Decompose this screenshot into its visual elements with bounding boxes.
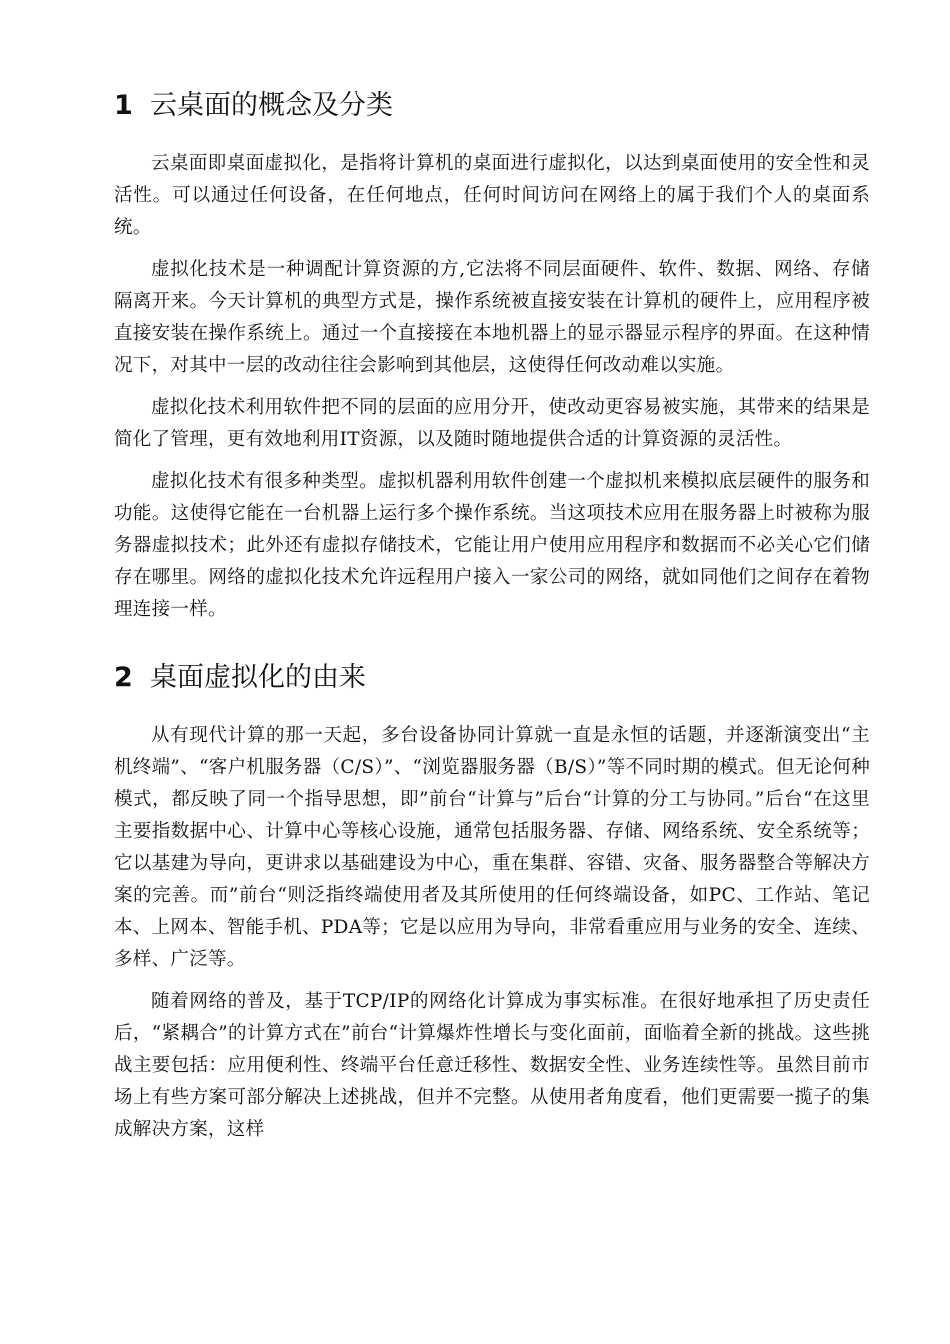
section-1 (114, 86, 870, 626)
section-2-number: 2 (114, 662, 133, 693)
section-1-paragraph-3: 虚拟化技术利用软件把不同的层面的应用分开，使改动更容易被实施，其带来的结果是简化了管理，更有效地利用IT资源，以及随时随地提供合适的计算资源的灵活性。 (114, 397, 870, 450)
section-1-paragraph-2: 虚拟化技术是一种调配计算资源的方,它法将不同层面硬件、软件、数据、网络、存储隔离开来。今天计算机的典型方式是，操作系统被直接安装在计算机的硬件上，应用程序被直接安装在操作系统上。通过一个直接接在本地机器上的显示器显示程序的界面。在这种情况下，对其中一层的改动往往会影响到其他层，这使得任何改动难以实施。 (114, 259, 870, 376)
section-1-title: 云桌面的概念及分类 (150, 90, 393, 121)
section-1-heading (114, 86, 870, 126)
section-2-paragraph-2: 随着网络的普及，基于TCP/IP的网络化计算成为事实标准。在很好地承担了历史责任后，“紧耦合”的计算方式在”前台“计算爆炸性增长与变化面前，面临着全新的挑战。这些挑战主要包括：应用便利性、终端平台任意迁移性、数据安全性、业务连续性等。虽然目前市场上有些方案可部分解决上述挑战，但并不完整。从使用者角度看，他们更需要一揽子的集成解决方案，这样 (114, 991, 870, 1140)
section-2-heading (114, 658, 870, 698)
section-1-paragraph-1: 云桌面即桌面虚拟化，是指将计算机的桌面进行虚拟化，以达到桌面使用的安全性和灵活性。可以通过任何设备，在任何地点，任何时间访问在网络上的属于我们个人的桌面系统。 (114, 153, 870, 238)
section-2-paragraph-1: 从有现代计算的那一天起，多台设备协同计算就一直是永恒的话题，并逐渐演变出“主机终端”、“客户机服务器（C/S）”、“浏览器服务器（B/S）”等不同时期的模式。但无论何种模式，都反映了同一个指导思想，即”前台“计算与”后台“计算的分工与协同。”后台“在这里主要指数据中心、计算中心等核心设施，通常包括服务器、存储、网络系统、安全系统等；它以基建为导向，更讲求以基础建设为中心，重在集群、容错、灾备、服务器整合等解决方案的完善。而”前台“则泛指终端使用者及其所使用的任何终端设备，如PC、工作站、笔记本、上网本、智能手机、PDA等；它是以应用为导向，非常看重应用与业务的安全、连续、多样、广泛等。 (114, 725, 870, 970)
section-2 (114, 658, 870, 1146)
section-2-title: 桌面虚拟化的由来 (150, 662, 366, 693)
section-1-number: 1 (114, 90, 133, 121)
section-1-paragraph-4: 虚拟化技术有很多种类型。虚拟机器利用软件创建一个虚拟机来模拟底层硬件的服务和功能。这使得它能在一台机器上运行多个操作系统。当这项技术应用在服务器上时被称为服务器虚拟技术；此外还有虚拟存储技术，它能让用户使用应用程序和数据而不必关心它们储存在哪里。网络的虚拟化技术允许远程用户接入一家公司的网络，就如同他们之间存在着物理连接一样。 (114, 471, 870, 620)
